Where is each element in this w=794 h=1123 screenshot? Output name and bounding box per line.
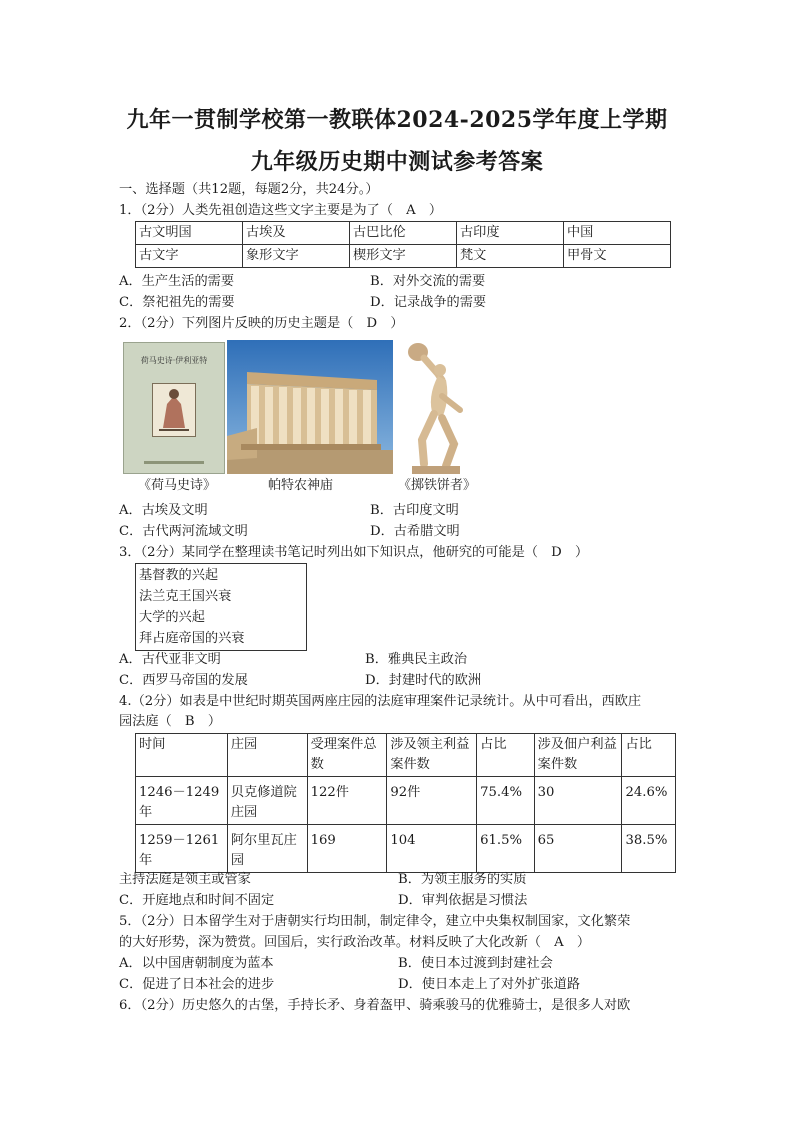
list-item: 基督教的兴起 [139, 568, 219, 583]
book-cover-illustration [152, 383, 196, 437]
q2-option-b: B．古印度文明 [370, 503, 459, 518]
table-cell: 122件 [307, 777, 387, 825]
list-item: 拜占庭帝国的兴衰 [139, 631, 245, 646]
section-heading: 一、选择题（共12题，每题2分，共24分。） [119, 182, 379, 197]
q5-stem-line2: 的大好形势，深为赞赏。回国后，实行政治改革。材料反映了大化改新（ A ） [119, 935, 591, 950]
table-row [136, 245, 671, 268]
table-cell: 古埃及 [243, 222, 350, 245]
list-item: 法兰克王国兴衰 [139, 589, 232, 604]
table-cell: 30 [534, 777, 622, 825]
table-cell: 75.4% [477, 777, 535, 825]
q2-option-c: C．古代两河流域文明 [119, 524, 248, 539]
q2-option-d: D．古希腊文明 [370, 524, 460, 539]
table-cell: 古文明国 [136, 222, 243, 245]
q1-option-c: C．祭祀祖先的需要 [119, 295, 235, 310]
table-cell: 古文字 [136, 245, 243, 268]
q4-option-a: 主持法庭是领主或管家 [119, 872, 251, 887]
caption-parthenon: 帕特农神庙 [268, 478, 334, 493]
doc-title-line1: 九年一贯制学校第一教联体2024-2025学年度上学期 [126, 107, 668, 133]
table-header-cell: 受理案件总数 [307, 734, 387, 777]
caption-homer: 《荷马史诗》 [138, 478, 217, 493]
table-cell: 梵文 [457, 245, 564, 268]
table-cell: 1246－1249年 [136, 777, 228, 825]
list-item: 大学的兴起 [139, 610, 205, 625]
table-cell: 92件 [387, 777, 477, 825]
q5-option-c: C．促进了日本社会的进步 [119, 977, 275, 992]
caption-discobolus: 《掷铁饼者》 [398, 478, 477, 493]
parthenon-image [227, 340, 393, 474]
table-cell: 楔形文字 [350, 245, 457, 268]
table-cell: 24.6% [622, 777, 676, 825]
table-header-cell: 时间 [136, 734, 228, 777]
table-cell: 1259－1261年 [136, 825, 228, 873]
q1-stem: 1．（2分）人类先祖创造这些文字主要是为了（ A ） [119, 203, 443, 218]
book-publisher-mark [144, 461, 204, 464]
q1-table [135, 221, 671, 268]
q5-stem-line1: 5．（2分）日本留学生对于唐朝实行均田制，制定律令，建立中央集权制国家，文化繁荣 [119, 914, 631, 929]
q4-table [135, 733, 676, 873]
q4-option-d: D．审判依据是习惯法 [398, 893, 528, 908]
table-cell: 104 [387, 825, 477, 873]
table-row [136, 734, 676, 777]
table-header-cell: 占比 [622, 734, 676, 777]
table-cell: 阿尔里瓦庄园 [227, 825, 307, 873]
q6-stem-line1: 6．（2分）历史悠久的古堡，手持长矛、身着盔甲、骑乘骏马的优雅骑士，是很多人对欧 [119, 998, 631, 1013]
q4-stem-line1: 4.（2分）如表是中世纪时期英国两座庄园的法庭审理案件记录统计。从中可看出，西欧庄 [119, 694, 642, 709]
q4-stem-line2: 园法庭（ B ） [119, 714, 222, 729]
doc-title-line2: 九年级历史期中测试参考答案 [250, 149, 544, 175]
table-cell: 甲骨文 [564, 245, 671, 268]
q3-option-b: B．雅典民主政治 [365, 652, 468, 667]
q5-option-d: D．使日本走上了对外扩张道路 [398, 977, 581, 992]
q1-option-d: D．记录战争的需要 [370, 295, 487, 310]
table-header-cell: 涉及佃户利益案件数 [534, 734, 622, 777]
table-header-cell: 庄园 [227, 734, 307, 777]
table-row [136, 825, 676, 873]
table-row [136, 222, 671, 245]
table-row [136, 777, 676, 825]
table-header-cell: 占比 [477, 734, 535, 777]
table-header-cell: 涉及领主利益案件数 [387, 734, 477, 777]
q5-option-b: B．使日本过渡到封建社会 [398, 956, 553, 971]
q4-option-b: B．为领主服务的实质 [398, 872, 527, 887]
q3-stem: 3．（2分）某同学在整理读书笔记时列出如下知识点，他研究的可能是（ D ） [119, 545, 589, 560]
table-cell: 贝克修道院庄园 [227, 777, 307, 825]
q4-option-c: C．开庭地点和时间不固定 [119, 893, 275, 908]
q5-option-a: A．以中国唐朝制度为蓝本 [119, 956, 274, 971]
table-cell: 61.5% [477, 825, 535, 873]
table-cell: 古印度 [457, 222, 564, 245]
homer-epic-book-image [123, 342, 225, 474]
q2-stem: 2．（2分）下列图片反映的历史主题是（ D ） [119, 316, 404, 331]
book-cover-title: 荷马史诗·伊利亚特 [140, 356, 208, 365]
table-cell: 169 [307, 825, 387, 873]
q3-option-d: D．封建时代的欧洲 [365, 673, 482, 688]
table-cell: 中国 [564, 222, 671, 245]
q1-option-b: B．对外交流的需要 [370, 274, 486, 289]
table-cell: 65 [534, 825, 622, 873]
q3-option-a: A．古代亚非文明 [119, 652, 221, 667]
discobolus-statue-image [398, 340, 472, 476]
q2-option-a: A．古埃及文明 [119, 503, 208, 518]
table-cell: 古巴比伦 [350, 222, 457, 245]
q3-notes-box [135, 563, 307, 651]
table-cell: 象形文字 [243, 245, 350, 268]
q1-option-a: A．生产生活的需要 [119, 274, 235, 289]
q3-option-c: C．西罗马帝国的发展 [119, 673, 248, 688]
table-cell: 38.5% [622, 825, 676, 873]
